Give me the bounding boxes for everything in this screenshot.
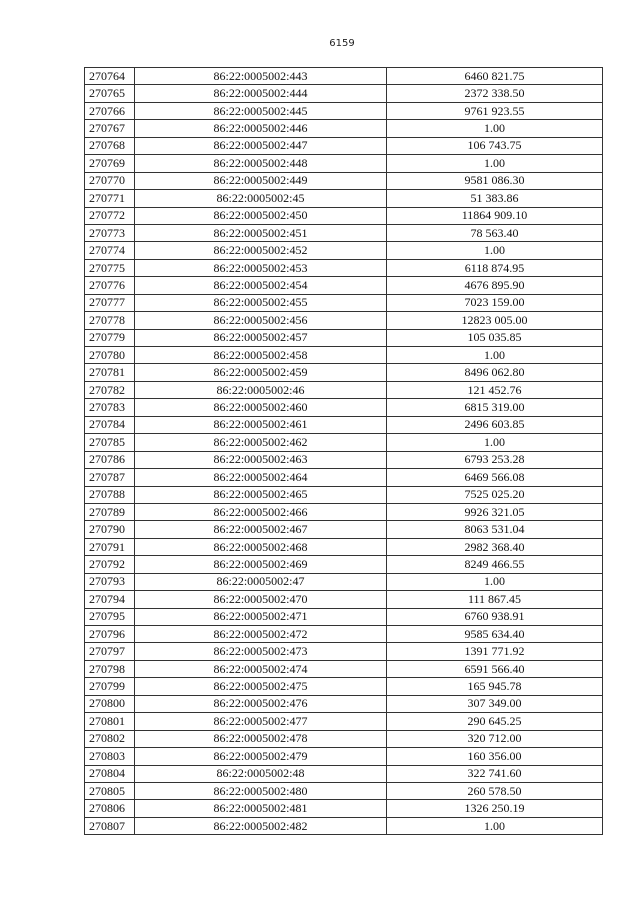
table-row (85, 608, 603, 625)
cadastral-number-cell: 86:22:0005002:48 (135, 765, 387, 782)
table-row (85, 364, 603, 381)
table-row (85, 242, 603, 259)
table-row (85, 120, 603, 137)
cadastral-number-cell: 86:22:0005002:445 (135, 102, 387, 119)
row-number-cell: 270793 (85, 573, 135, 590)
row-number-cell: 270783 (85, 399, 135, 416)
value-cell: 1391 771.92 (387, 643, 603, 660)
table-row (85, 190, 603, 207)
row-number-cell: 270778 (85, 312, 135, 329)
value-cell: 320 712.00 (387, 730, 603, 747)
row-number-cell: 270784 (85, 416, 135, 433)
value-cell: 307 349.00 (387, 695, 603, 712)
table-row (85, 312, 603, 329)
row-number-cell: 270777 (85, 294, 135, 311)
table-row (85, 469, 603, 486)
table-row (85, 347, 603, 364)
table-row (85, 399, 603, 416)
table-row (85, 259, 603, 276)
table-row (85, 451, 603, 468)
row-number-cell: 270805 (85, 782, 135, 799)
value-cell: 2372 338.50 (387, 85, 603, 102)
table-row (85, 294, 603, 311)
cadastral-number-cell: 86:22:0005002:464 (135, 469, 387, 486)
row-number-cell: 270788 (85, 486, 135, 503)
table-row (85, 486, 603, 503)
value-cell: 1.00 (387, 242, 603, 259)
value-cell: 9581 086.30 (387, 172, 603, 189)
table-row (85, 277, 603, 294)
row-number-cell: 270798 (85, 660, 135, 677)
value-cell: 111 867.45 (387, 591, 603, 608)
cadastral-number-cell: 86:22:0005002:467 (135, 521, 387, 538)
value-cell: 11864 909.10 (387, 207, 603, 224)
table-row (85, 695, 603, 712)
value-cell: 78 563.40 (387, 224, 603, 241)
table-row (85, 102, 603, 119)
cadastral-number-cell: 86:22:0005002:459 (135, 364, 387, 381)
value-cell: 165 945.78 (387, 678, 603, 695)
cadastral-number-cell: 86:22:0005002:451 (135, 224, 387, 241)
row-number-cell: 270765 (85, 85, 135, 102)
cadastral-number-cell: 86:22:0005002:477 (135, 713, 387, 730)
cadastral-number-cell: 86:22:0005002:457 (135, 329, 387, 346)
row-number-cell: 270785 (85, 434, 135, 451)
table-row (85, 591, 603, 608)
table-body (85, 68, 603, 835)
cadastral-number-cell: 86:22:0005002:443 (135, 68, 387, 85)
table-row (85, 713, 603, 730)
row-number-cell: 270775 (85, 259, 135, 276)
cadastral-number-cell: 86:22:0005002:450 (135, 207, 387, 224)
row-number-cell: 270782 (85, 381, 135, 398)
cadastral-number-cell: 86:22:0005002:447 (135, 137, 387, 154)
value-cell: 8063 531.04 (387, 521, 603, 538)
row-number-cell: 270800 (85, 695, 135, 712)
row-number-cell: 270789 (85, 503, 135, 520)
cadastral-number-cell: 86:22:0005002:470 (135, 591, 387, 608)
value-cell: 7023 159.00 (387, 294, 603, 311)
table-row (85, 730, 603, 747)
value-cell: 6469 566.08 (387, 469, 603, 486)
value-cell: 4676 895.90 (387, 277, 603, 294)
cadastral-number-cell: 86:22:0005002:454 (135, 277, 387, 294)
cadastral-number-cell: 86:22:0005002:479 (135, 748, 387, 765)
row-number-cell: 270776 (85, 277, 135, 294)
value-cell: 9761 923.55 (387, 102, 603, 119)
value-cell: 106 743.75 (387, 137, 603, 154)
value-cell: 1326 250.19 (387, 800, 603, 817)
cadastral-number-cell: 86:22:0005002:482 (135, 817, 387, 834)
row-number-cell: 270804 (85, 765, 135, 782)
table-row (85, 224, 603, 241)
cadastral-number-cell: 86:22:0005002:472 (135, 626, 387, 643)
row-number-cell: 270766 (85, 102, 135, 119)
table-row (85, 416, 603, 433)
row-number-cell: 270792 (85, 556, 135, 573)
table-row (85, 538, 603, 555)
value-cell: 121 452.76 (387, 381, 603, 398)
cadastral-number-cell: 86:22:0005002:466 (135, 503, 387, 520)
value-cell: 9585 634.40 (387, 626, 603, 643)
table-row (85, 800, 603, 817)
row-number-cell: 270780 (85, 347, 135, 364)
table-row (85, 381, 603, 398)
row-number-cell: 270802 (85, 730, 135, 747)
table-row (85, 782, 603, 799)
cadastral-number-cell: 86:22:0005002:46 (135, 381, 387, 398)
row-number-cell: 270779 (85, 329, 135, 346)
table-row (85, 556, 603, 573)
row-number-cell: 270791 (85, 538, 135, 555)
value-cell: 2496 603.85 (387, 416, 603, 433)
value-cell: 1.00 (387, 434, 603, 451)
table-row (85, 678, 603, 695)
value-cell: 51 383.86 (387, 190, 603, 207)
table-row (85, 434, 603, 451)
value-cell: 8249 466.55 (387, 556, 603, 573)
row-number-cell: 270790 (85, 521, 135, 538)
value-cell: 105 035.85 (387, 329, 603, 346)
row-number-cell: 270794 (85, 591, 135, 608)
row-number-cell: 270796 (85, 626, 135, 643)
cadastral-number-cell: 86:22:0005002:461 (135, 416, 387, 433)
row-number-cell: 270772 (85, 207, 135, 224)
row-number-cell: 270770 (85, 172, 135, 189)
cadastral-number-cell: 86:22:0005002:453 (135, 259, 387, 276)
value-cell: 290 645.25 (387, 713, 603, 730)
cadastral-number-cell: 86:22:0005002:463 (135, 451, 387, 468)
row-number-cell: 270801 (85, 713, 135, 730)
row-number-cell: 270771 (85, 190, 135, 207)
value-cell: 322 741.60 (387, 765, 603, 782)
row-number-cell: 270786 (85, 451, 135, 468)
cadastral-number-cell: 86:22:0005002:460 (135, 399, 387, 416)
cadastral-number-cell: 86:22:0005002:455 (135, 294, 387, 311)
row-number-cell: 270799 (85, 678, 135, 695)
value-cell: 260 578.50 (387, 782, 603, 799)
value-cell: 7525 025.20 (387, 486, 603, 503)
cadastral-number-cell: 86:22:0005002:476 (135, 695, 387, 712)
table-row (85, 85, 603, 102)
table-row (85, 68, 603, 85)
row-number-cell: 270764 (85, 68, 135, 85)
table-row (85, 643, 603, 660)
row-number-cell: 270806 (85, 800, 135, 817)
row-number-cell: 270803 (85, 748, 135, 765)
value-cell: 9926 321.05 (387, 503, 603, 520)
value-cell: 6460 821.75 (387, 68, 603, 85)
table-row (85, 573, 603, 590)
table-row (85, 626, 603, 643)
value-cell: 12823 005.00 (387, 312, 603, 329)
table-row (85, 521, 603, 538)
cadastral-number-cell: 86:22:0005002:471 (135, 608, 387, 625)
cadastral-number-cell: 86:22:0005002:458 (135, 347, 387, 364)
cadastral-number-cell: 86:22:0005002:462 (135, 434, 387, 451)
value-cell: 1.00 (387, 155, 603, 172)
cadastral-number-cell: 86:22:0005002:469 (135, 556, 387, 573)
cadastral-number-cell: 86:22:0005002:446 (135, 120, 387, 137)
cadastral-number-cell: 86:22:0005002:448 (135, 155, 387, 172)
table-row (85, 155, 603, 172)
row-number-cell: 270797 (85, 643, 135, 660)
value-cell: 160 356.00 (387, 748, 603, 765)
row-number-cell: 270807 (85, 817, 135, 834)
cadastral-number-cell: 86:22:0005002:444 (135, 85, 387, 102)
table-row (85, 748, 603, 765)
cadastral-number-cell: 86:22:0005002:452 (135, 242, 387, 259)
value-cell: 6591 566.40 (387, 660, 603, 677)
cadastral-number-cell: 86:22:0005002:475 (135, 678, 387, 695)
cadastral-number-cell: 86:22:0005002:474 (135, 660, 387, 677)
value-cell: 6760 938.91 (387, 608, 603, 625)
value-cell: 2982 368.40 (387, 538, 603, 555)
cadastral-number-cell: 86:22:0005002:449 (135, 172, 387, 189)
value-cell: 1.00 (387, 573, 603, 590)
table-row (85, 765, 603, 782)
value-cell: 6793 253.28 (387, 451, 603, 468)
cadastral-number-cell: 86:22:0005002:465 (135, 486, 387, 503)
row-number-cell: 270769 (85, 155, 135, 172)
cadastral-value-table (84, 67, 603, 835)
value-cell: 1.00 (387, 120, 603, 137)
value-cell: 6815 319.00 (387, 399, 603, 416)
row-number-cell: 270787 (85, 469, 135, 486)
cadastral-number-cell: 86:22:0005002:456 (135, 312, 387, 329)
cadastral-number-cell: 86:22:0005002:468 (135, 538, 387, 555)
row-number-cell: 270795 (85, 608, 135, 625)
cadastral-number-cell: 86:22:0005002:478 (135, 730, 387, 747)
value-cell: 6118 874.95 (387, 259, 603, 276)
row-number-cell: 270774 (85, 242, 135, 259)
cadastral-number-cell: 86:22:0005002:47 (135, 573, 387, 590)
row-number-cell: 270768 (85, 137, 135, 154)
table-row (85, 172, 603, 189)
value-cell: 1.00 (387, 817, 603, 834)
row-number-cell: 270781 (85, 364, 135, 381)
row-number-cell: 270773 (85, 224, 135, 241)
cadastral-number-cell: 86:22:0005002:45 (135, 190, 387, 207)
table-row (85, 137, 603, 154)
table-row (85, 817, 603, 834)
cadastral-number-cell: 86:22:0005002:481 (135, 800, 387, 817)
page-number: 6159 (329, 38, 355, 49)
row-number-cell: 270767 (85, 120, 135, 137)
table-row (85, 660, 603, 677)
table-row (85, 207, 603, 224)
cadastral-number-cell: 86:22:0005002:480 (135, 782, 387, 799)
table-row (85, 329, 603, 346)
table-row (85, 503, 603, 520)
cadastral-number-cell: 86:22:0005002:473 (135, 643, 387, 660)
value-cell: 1.00 (387, 347, 603, 364)
value-cell: 8496 062.80 (387, 364, 603, 381)
